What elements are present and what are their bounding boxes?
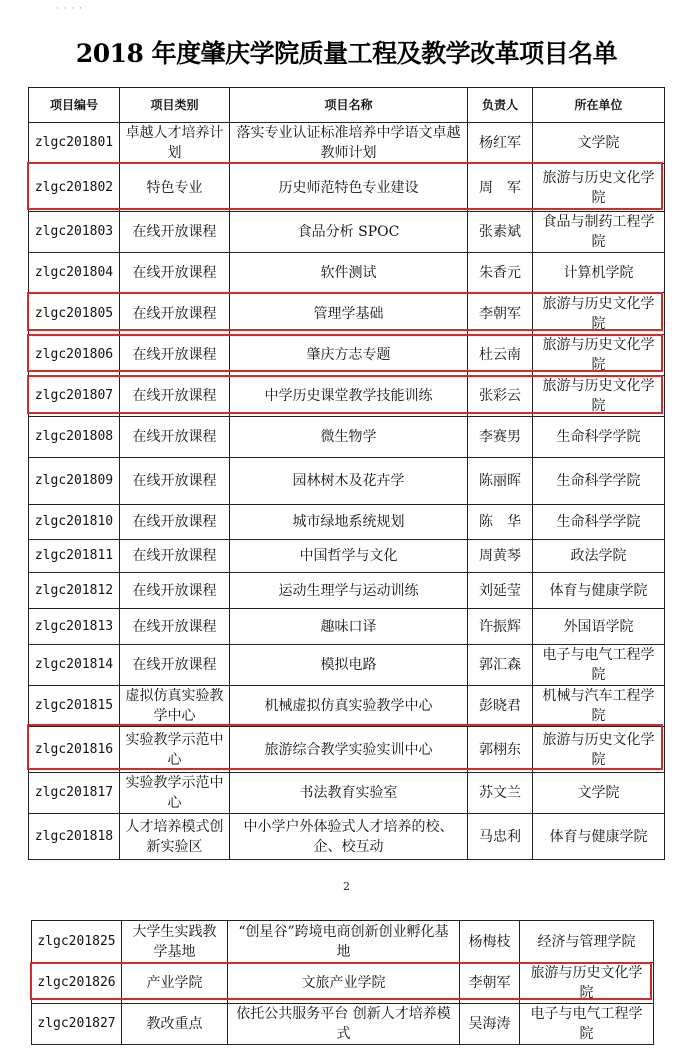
table-row (29, 123, 665, 164)
project-name: 旅游综合教学实验实训中心 (230, 727, 468, 773)
project-category: 在线开放课程 (120, 253, 230, 293)
project-category: 在线开放课程 (120, 573, 230, 609)
table-row (29, 727, 665, 773)
header-code: 项目编号 (29, 88, 120, 123)
project-name: 机械虚拟仿真实验教学中心 (230, 686, 468, 727)
project-code: zlgc201815 (29, 686, 120, 727)
project-unit: 生命科学学院 (533, 417, 665, 458)
project-unit: 文学院 (533, 123, 665, 164)
project-name: 文旅产业学院 (228, 963, 460, 1004)
table-header-row (29, 88, 665, 123)
project-unit: 旅游与历史文化学院 (533, 335, 665, 376)
project-leader: 李朝军 (460, 963, 520, 1004)
project-unit: 食品与制药工程学院 (533, 212, 665, 253)
project-unit: 电子与电气工程学院 (533, 645, 665, 686)
project-leader: 陈 华 (468, 505, 533, 540)
project-code: zlgc201805 (29, 293, 120, 335)
table-row (29, 417, 665, 458)
project-leader: 杜云南 (468, 335, 533, 376)
project-unit: 旅游与历史文化学院 (533, 727, 665, 773)
project-name: 书法教育实验室 (230, 773, 468, 814)
project-code: zlgc201825 (32, 921, 122, 963)
table-row (29, 212, 665, 253)
project-code: zlgc201803 (29, 212, 120, 253)
project-leader: 吴海涛 (460, 1004, 520, 1045)
table-row (29, 686, 665, 727)
project-leader: 彭晓君 (468, 686, 533, 727)
project-unit: 生命科学学院 (533, 505, 665, 540)
table-row (29, 814, 665, 860)
project-table-continued (31, 920, 654, 1045)
project-table (28, 87, 665, 860)
project-category: 在线开放课程 (120, 376, 230, 417)
project-name: 趣味口译 (230, 609, 468, 645)
project-unit: 经济与管理学院 (520, 921, 654, 963)
project-name: 园林树木及花卉学 (230, 458, 468, 505)
project-category: 在线开放课程 (120, 505, 230, 540)
project-leader: 许振辉 (468, 609, 533, 645)
project-name: 运动生理学与运动训练 (230, 573, 468, 609)
project-leader: 朱香元 (468, 253, 533, 293)
project-code: zlgc201808 (29, 417, 120, 458)
project-unit: 生命科学学院 (533, 458, 665, 505)
project-leader: 郭汇森 (468, 645, 533, 686)
project-leader: 李朝军 (468, 293, 533, 335)
project-name: 中国哲学与文化 (230, 540, 468, 573)
table-row (29, 458, 665, 505)
project-leader: 马忠利 (468, 814, 533, 860)
project-unit: 旅游与历史文化学院 (533, 164, 665, 212)
table-row (29, 505, 665, 540)
project-category: 卓越人才培养计划 (120, 123, 230, 164)
project-code: zlgc201812 (29, 573, 120, 609)
project-leader: 杨梅枝 (460, 921, 520, 963)
table-row (32, 921, 654, 963)
project-unit: 旅游与历史文化学院 (533, 293, 665, 335)
project-code: zlgc201814 (29, 645, 120, 686)
project-category: 在线开放课程 (120, 212, 230, 253)
header-name: 项目名称 (230, 88, 468, 123)
project-category: 虚拟仿真实验教学中心 (120, 686, 230, 727)
table-row (29, 164, 665, 212)
project-category: 人才培养模式创新实验区 (120, 814, 230, 860)
project-name: 食品分析 SPOC (230, 212, 468, 253)
project-code: zlgc201807 (29, 376, 120, 417)
project-code: zlgc201817 (29, 773, 120, 814)
table-row (29, 645, 665, 686)
table-row (29, 573, 665, 609)
project-category: 教改重点 (122, 1004, 228, 1045)
project-leader: 张素斌 (468, 212, 533, 253)
project-name: 管理学基础 (230, 293, 468, 335)
project-name: 中小学户外体验式人才培养的校、企、校互动 (230, 814, 468, 860)
project-leader: 周 军 (468, 164, 533, 212)
project-category: 在线开放课程 (120, 417, 230, 458)
project-category: 在线开放课程 (120, 293, 230, 335)
project-leader: 李赛男 (468, 417, 533, 458)
project-code: zlgc201810 (29, 505, 120, 540)
project-name: 软件测试 (230, 253, 468, 293)
project-unit: 计算机学院 (533, 253, 665, 293)
project-unit: 电子与电气工程学院 (520, 1004, 654, 1045)
project-name: 城市绿地系统规划 (230, 505, 468, 540)
header-category: 项目类别 (120, 88, 230, 123)
project-code: zlgc201818 (29, 814, 120, 860)
page-title: 2018 年度肇庆学院质量工程及教学改革项目名单 (75, 39, 618, 68)
project-category: 在线开放课程 (120, 609, 230, 645)
header-leader: 负责人 (468, 88, 533, 123)
project-code: zlgc201804 (29, 253, 120, 293)
project-unit: 外国语学院 (533, 609, 665, 645)
project-code: zlgc201826 (32, 963, 122, 1004)
project-leader: 张彩云 (468, 376, 533, 417)
project-leader: 杨红军 (468, 123, 533, 164)
project-name: 模拟电路 (230, 645, 468, 686)
project-name: 依托公共服务平台 创新人才培养模式 (228, 1004, 460, 1045)
project-category: 实验教学示范中心 (120, 727, 230, 773)
table-row (32, 1004, 654, 1045)
project-code: zlgc201827 (32, 1004, 122, 1045)
project-unit: 机械与汽车工程学院 (533, 686, 665, 727)
project-leader: 陈丽晖 (468, 458, 533, 505)
page-number: 2 (343, 880, 350, 893)
project-name: 中学历史课堂教学技能训练 (230, 376, 468, 417)
project-code: zlgc201816 (29, 727, 120, 773)
table-row (29, 773, 665, 814)
project-name: 落实专业认证标准培养中学语文卓越教师计划 (230, 123, 468, 164)
project-category: 在线开放课程 (120, 645, 230, 686)
table-row (29, 376, 665, 417)
project-leader: 周黄琴 (468, 540, 533, 573)
table-row (29, 335, 665, 376)
project-category: 产业学院 (122, 963, 228, 1004)
project-code: zlgc201809 (29, 458, 120, 505)
project-category: 大学生实践教学基地 (122, 921, 228, 963)
table-row (29, 253, 665, 293)
project-unit: 文学院 (533, 773, 665, 814)
project-name: 历史师范特色专业建设 (230, 164, 468, 212)
project-unit: 政法学院 (533, 540, 665, 573)
table-row (32, 963, 654, 1004)
project-name: 肇庆方志专题 (230, 335, 468, 376)
project-code: zlgc201811 (29, 540, 120, 573)
project-leader: 郭栩东 (468, 727, 533, 773)
table-row (29, 293, 665, 335)
project-unit: 旅游与历史文化学院 (533, 376, 665, 417)
header-unit: 所在单位 (533, 88, 665, 123)
project-leader: 刘延莹 (468, 573, 533, 609)
table-row (29, 540, 665, 573)
project-unit: 体育与健康学院 (533, 573, 665, 609)
project-code: zlgc201806 (29, 335, 120, 376)
project-code: zlgc201802 (29, 164, 120, 212)
project-code: zlgc201813 (29, 609, 120, 645)
project-category: 特色专业 (120, 164, 230, 212)
project-name: 微生物学 (230, 417, 468, 458)
project-unit: 体育与健康学院 (533, 814, 665, 860)
project-leader: 苏文兰 (468, 773, 533, 814)
project-code: zlgc201801 (29, 123, 120, 164)
project-unit: 旅游与历史文化学院 (520, 963, 654, 1004)
project-name: “创星谷”跨境电商创新创业孵化基地 (228, 921, 460, 963)
project-category: 在线开放课程 (120, 335, 230, 376)
project-category: 实验教学示范中心 (120, 773, 230, 814)
table-row (29, 609, 665, 645)
header-scribble: · · · · (56, 4, 84, 14)
project-category: 在线开放课程 (120, 540, 230, 573)
project-category: 在线开放课程 (120, 458, 230, 505)
